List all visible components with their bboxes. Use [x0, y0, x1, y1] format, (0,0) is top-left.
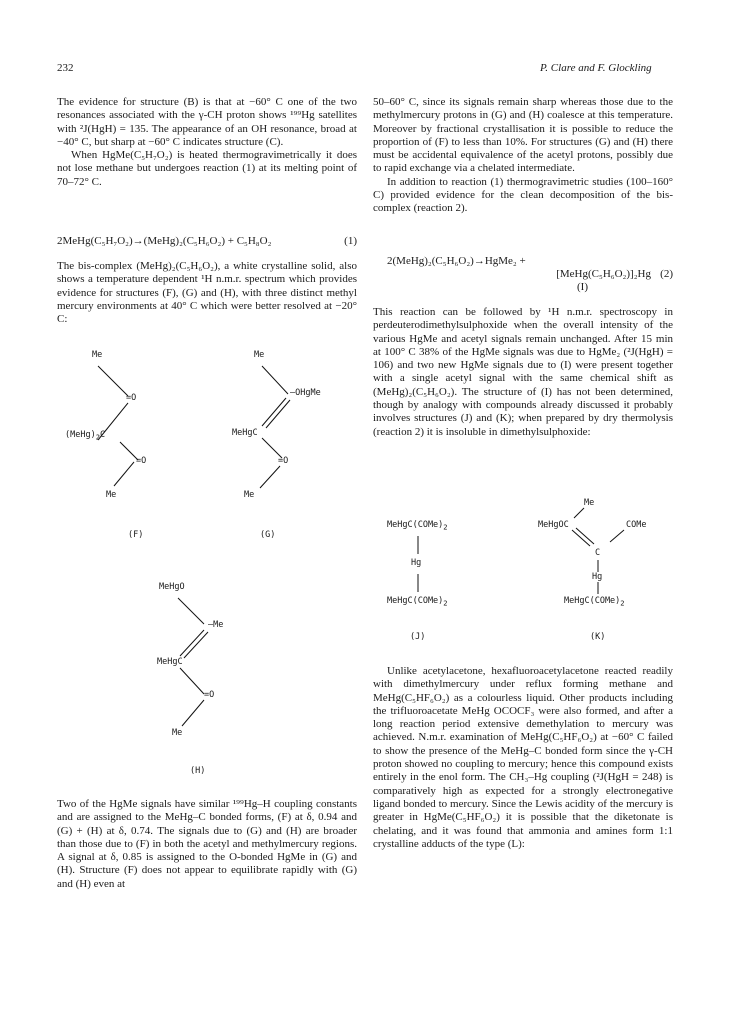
structure-h-me-text: Me: [213, 620, 224, 630]
structure-f-me-top: Me: [92, 350, 103, 360]
structure-f-carbonyl-1: =O: [126, 393, 137, 403]
structure-k-bottom: [564, 596, 625, 608]
structure-h-carbonyl: =O: [204, 690, 215, 700]
structure-g-center: MeHgC: [232, 428, 258, 438]
equation-2-label: (I): [577, 281, 588, 293]
left-paragraph-2: When HgMe(C₅H₇O₂) is heated thermogravimetrically it does not lose methane but undergoes reaction (1) at its melting point of 70–72° C.: [57, 149, 357, 188]
equation-1-number: (1): [344, 235, 357, 247]
structure-k-c: C: [595, 548, 601, 558]
structure-f-center-c: C: [99, 430, 106, 440]
right-column-mid: [373, 306, 673, 439]
equation-2-line-1: 2(MeHg)₂(C₅H₆O₂)→HgMe₂ +: [387, 255, 526, 267]
equation-2-line-2: [373, 268, 673, 281]
structure-f-center-text: (MeHg): [65, 430, 96, 440]
structure-f-center: [65, 430, 105, 442]
left-paragraph-1: The evidence for structure (B) is that at −60° C one of the two resonances associated with the γ-CH proton shows ¹⁹⁹Hg satellites with ²J(HgH) = 135. The appearance of an OH resonance, broad at −40° C, but sharp at −60° C indicates structure (C).: [57, 96, 357, 148]
left-paragraph-3: The bis-complex (MeHg)₂(C₅H₆O₂), a white crystalline solid, also shows a temperature dependent ¹H n.m.r. spectrum which provides evidence for structures (F), (G) and (H), with three distinct methyl mercury environments at 40° C which were better resolved at −20° C:: [57, 260, 357, 326]
structure-k-right: COMe: [626, 520, 647, 530]
structure-g-carbonyl: =O: [278, 456, 289, 466]
structure-g-ohgme-text: OHgMe: [295, 388, 321, 398]
running-head: P. Clare and F. Glockling: [540, 62, 652, 74]
structure-f-label: (F): [128, 530, 144, 540]
structure-h-center: MeHgC: [157, 657, 183, 667]
right-paragraph-4: Unlike acetylacetone, hexafluoroacetylacetone reacted readily with dimethylmercury under reflux forming methane and MeHg(C₅HF₆O₂) as a colourless liquid. Other products including the trifluoroacetate MeHg OCOCF₃ were also formed, and after a long reaction period extensive demethylation to mercury was achieved. N.m.r. examination of MeHg(C₅HF₆O₂) at −60° C failed to show the presence of the MeHg–C bonded form since the γ-CH proton showed no coupling to mercury; hence this compound exists entirely in the enol form. The CH₃–Hg coupling (²J(HgH = 248) is comparatively high as expected for a strongly electronegative ligand bonded to mercury. Since the Lewis acidity of the mercury is greater in HgMe(C₅HF₆O₂) it is possible that the diketonate is chelating, and it was found that ammonia and amines form 1:1 crystalline adducts of the type (L):: [373, 665, 673, 850]
structure-j-hg: Hg: [411, 558, 422, 568]
equation-2: [373, 255, 673, 293]
structure-k-hg: Hg: [592, 572, 603, 582]
structure-h-me: —Me: [208, 620, 224, 630]
structure-j-bottom-text: MeHgC(COMe): [387, 596, 444, 606]
structure-g-label: (G): [260, 530, 276, 540]
structure-k-label: (K): [590, 632, 606, 642]
structure-g-ohgme: —OHgMe: [290, 388, 321, 398]
structure-k-me: Me: [584, 498, 595, 508]
equation-2-line-2-text: [MeHg(C₅H₆O₂)]₂Hg: [556, 268, 651, 281]
structure-j-label: (J): [410, 632, 426, 642]
equation-2-number: (2): [660, 268, 673, 280]
structure-g-me-top: Me: [254, 350, 265, 360]
right-column-bottom: [373, 665, 673, 851]
right-paragraph-3: This reaction can be followed by ¹H n.m.r. spectroscopy in perdeuterodimethylsulphoxide when the overall intensity of the various HgMe and acetyl signals remain unchanged. After 15 min at 100° C 38% of the HgMe signals was due to HgMe₂ (²J(HgH) = 106) and two new HgMe signals due to (I) were present together with a single acetyl signal with the same chemical shift as (MeHg)₂(C₅H₆O₂). The structure of (I) has not been determined, though by analogy with compounds already discussed it probably involves structures (J) and (K); when prepared by dry thermolysis (reaction 2) it is insoluble in dimethylsulphoxide:: [373, 306, 673, 438]
structure-h-me-bottom: Me: [172, 728, 183, 738]
structure-h-label: (H): [190, 766, 206, 776]
right-column-top: [373, 96, 673, 216]
structure-j-top-text: MeHgC(COMe): [387, 520, 444, 530]
structure-f-me-bottom: Me: [106, 490, 117, 500]
structure-j-top: [387, 520, 448, 532]
left-paragraph-4: Two of the HgMe signals have similar ¹⁹⁹Hg–H coupling constants and are assigned to the MeHg–C bonded forms, (F) at δ, 0.94 and (G) + (H) at δ, 0.74. The signals due to (G) and (H) are broader than those due to (F) in both the acetyl and methylmercury regions. A signal at δ, 0.85 is assigned to the O-bonded HgMe in (G) and (H). Structure (F) does not appear to equilibrate rapidly with (G) and (H) even at: [57, 798, 357, 890]
structure-j-top-sub: 2: [443, 522, 448, 532]
structure-h-top: MeHgO: [159, 582, 185, 592]
structure-j-bottom: [387, 596, 448, 608]
left-column-bottom: [57, 798, 357, 891]
structure-j-bottom-sub: 2: [443, 598, 448, 608]
right-paragraph-2: In addition to reaction (1) thermogravimetric studies (100–160° C) provided evidence for the clean decomposition of the bis-complex (reaction 2).: [373, 175, 673, 215]
right-paragraph-1: 50–60° C, since its signals remain sharp whereas those due to the methylmercury protons in (G) and (H) coalesce at this temperature. Moreover by fractional crystallisation it is possible to reduce the proportion of (F) to less than 10%. For structures (G) and (H) there must be accidental equivalence of the acetyl protons, possibly due to rapid exchange via a chelated intermediate.: [373, 96, 673, 175]
structure-k-bottom-sub: 2: [620, 598, 625, 608]
structure-g-me-bottom: Me: [244, 490, 255, 500]
structure-k-bottom-text: MeHgC(COMe): [564, 596, 621, 606]
page-number: 232: [57, 62, 74, 74]
structure-f-carbonyl-2: =O: [136, 456, 147, 466]
equation-1-text: 2MeHg(C₅H₇O₂)→(MeHg)₂(C₅H₆O₂) + C₅H₈O₂: [57, 235, 272, 247]
structure-k-left: MeHgOC: [538, 520, 569, 530]
structure-f-center-sub: 2: [95, 432, 100, 442]
